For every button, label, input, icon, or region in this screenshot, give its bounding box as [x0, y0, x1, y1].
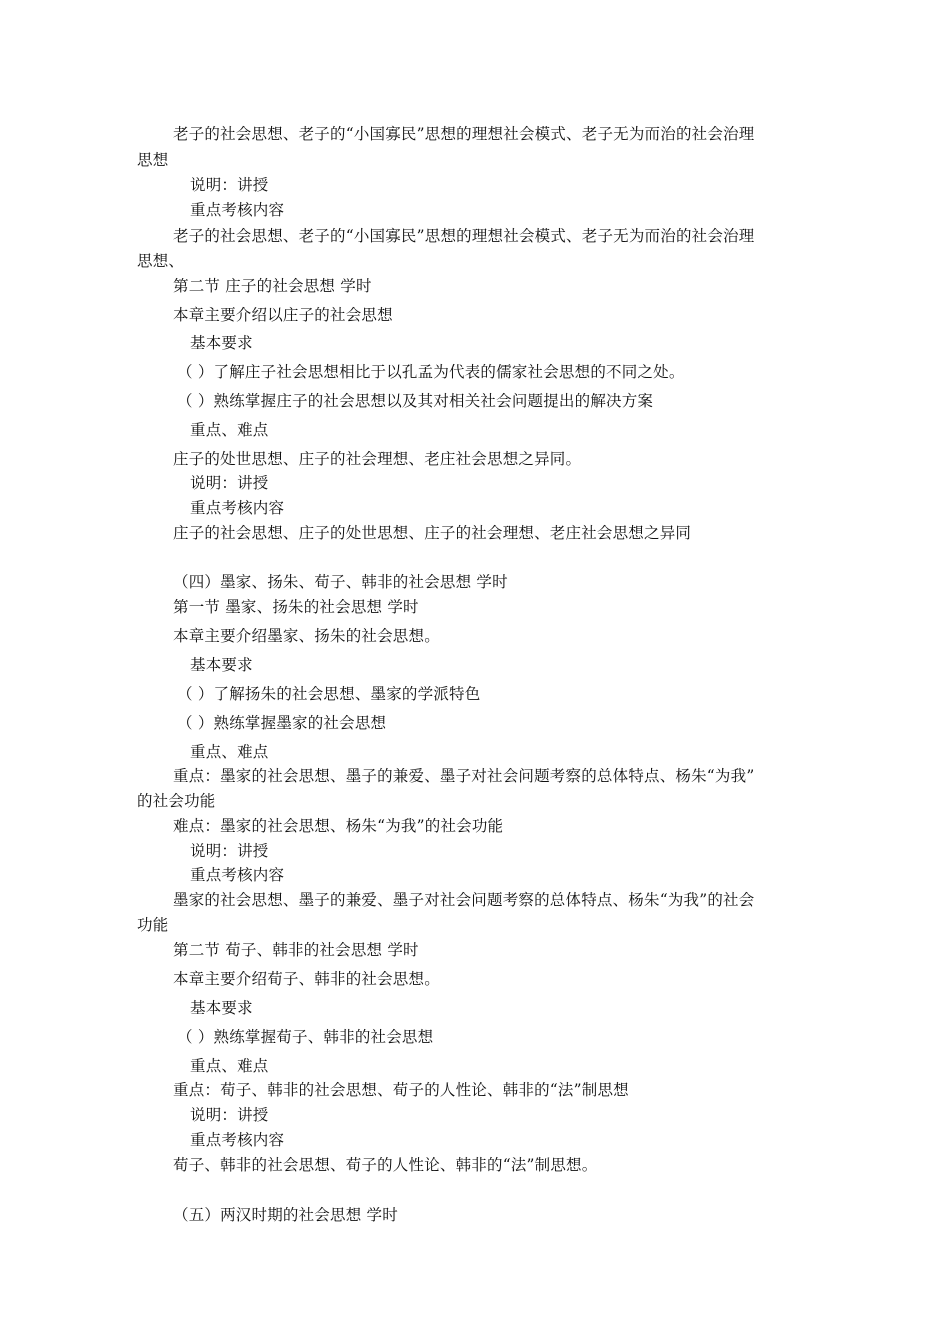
- text-line: 重点、难点: [190, 421, 269, 439]
- text-line: 的社会功能: [137, 792, 216, 810]
- text-line: 说明：讲授: [190, 842, 269, 860]
- text-line: 本章主要介绍墨家、扬朱的社会思想。: [173, 627, 440, 645]
- text-line: 说明：讲授: [190, 176, 269, 194]
- text-line: 庄子的处世思想、庄子的社会理想、老庄社会思想之异同。: [173, 450, 582, 468]
- text-line: 荀子、韩非的社会思想、荀子的人性论、韩非的“法”制思想。: [173, 1156, 598, 1174]
- list-item: （ ）了解扬朱的社会思想、墨家的学派特色: [177, 685, 481, 703]
- text-line: 功能: [137, 916, 169, 934]
- list-item: （ ）熟练掌握墨家的社会思想: [177, 714, 387, 732]
- text-line: 基本要求: [190, 656, 253, 674]
- text-line: 庄子的社会思想、庄子的处世思想、庄子的社会理想、老庄社会思想之异同: [173, 524, 692, 542]
- text-line: 本章主要介绍荀子、韩非的社会思想。: [173, 970, 440, 988]
- text-line: 重点、难点: [190, 1057, 269, 1075]
- list-item: （ ）熟练掌握庄子的社会思想以及其对相关社会问题提出的解决方案: [177, 392, 654, 410]
- section-heading: 第二节 荀子、韩非的社会思想 学时: [173, 941, 419, 959]
- text-line: 重点：荀子、韩非的社会思想、荀子的人性论、韩非的“法”制思想: [173, 1081, 629, 1099]
- list-item: （ ）了解庄子社会思想相比于以孔孟为代表的儒家社会思想的不同之处。: [177, 363, 685, 381]
- text-line: 重点考核内容: [190, 201, 285, 219]
- text-line: 墨家的社会思想、墨子的兼爱、墨子对社会问题考察的总体特点、杨朱“为我”的社会: [173, 891, 755, 909]
- text-line: 思想: [137, 151, 169, 169]
- chapter-heading: （四）墨家、扬朱、荀子、韩非的社会思想 学时: [173, 573, 508, 591]
- section-heading: 第一节 墨家、扬朱的社会思想 学时: [173, 598, 419, 616]
- text-line: 说明：讲授: [190, 1106, 269, 1124]
- text-line: 基本要求: [190, 334, 253, 352]
- text-line: 重点考核内容: [190, 1131, 285, 1149]
- text-line: 重点、难点: [190, 743, 269, 761]
- text-line: 难点：墨家的社会思想、杨朱“为我”的社会功能: [173, 817, 504, 835]
- chapter-heading: （五）两汉时期的社会思想 学时: [173, 1206, 398, 1224]
- text-line: 基本要求: [190, 999, 253, 1017]
- text-line: 老子的社会思想、老子的“小国寡民”思想的理想社会模式、老子无为而治的社会治理: [173, 227, 755, 245]
- text-line: 老子的社会思想、老子的“小国寡民”思想的理想社会模式、老子无为而治的社会治理: [173, 125, 755, 143]
- text-line: 重点考核内容: [190, 499, 285, 517]
- text-line: 思想、: [137, 252, 185, 270]
- list-item: （ ）熟练掌握荀子、韩非的社会思想: [177, 1028, 434, 1046]
- text-line: 重点：墨家的社会思想、墨子的兼爱、墨子对社会问题考察的总体特点、杨朱“为我”: [173, 767, 755, 785]
- text-line: 说明：讲授: [190, 474, 269, 492]
- text-line: 重点考核内容: [190, 866, 285, 884]
- text-line: 本章主要介绍以庄子的社会思想: [173, 306, 393, 324]
- section-heading: 第二节 庄子的社会思想 学时: [173, 277, 372, 295]
